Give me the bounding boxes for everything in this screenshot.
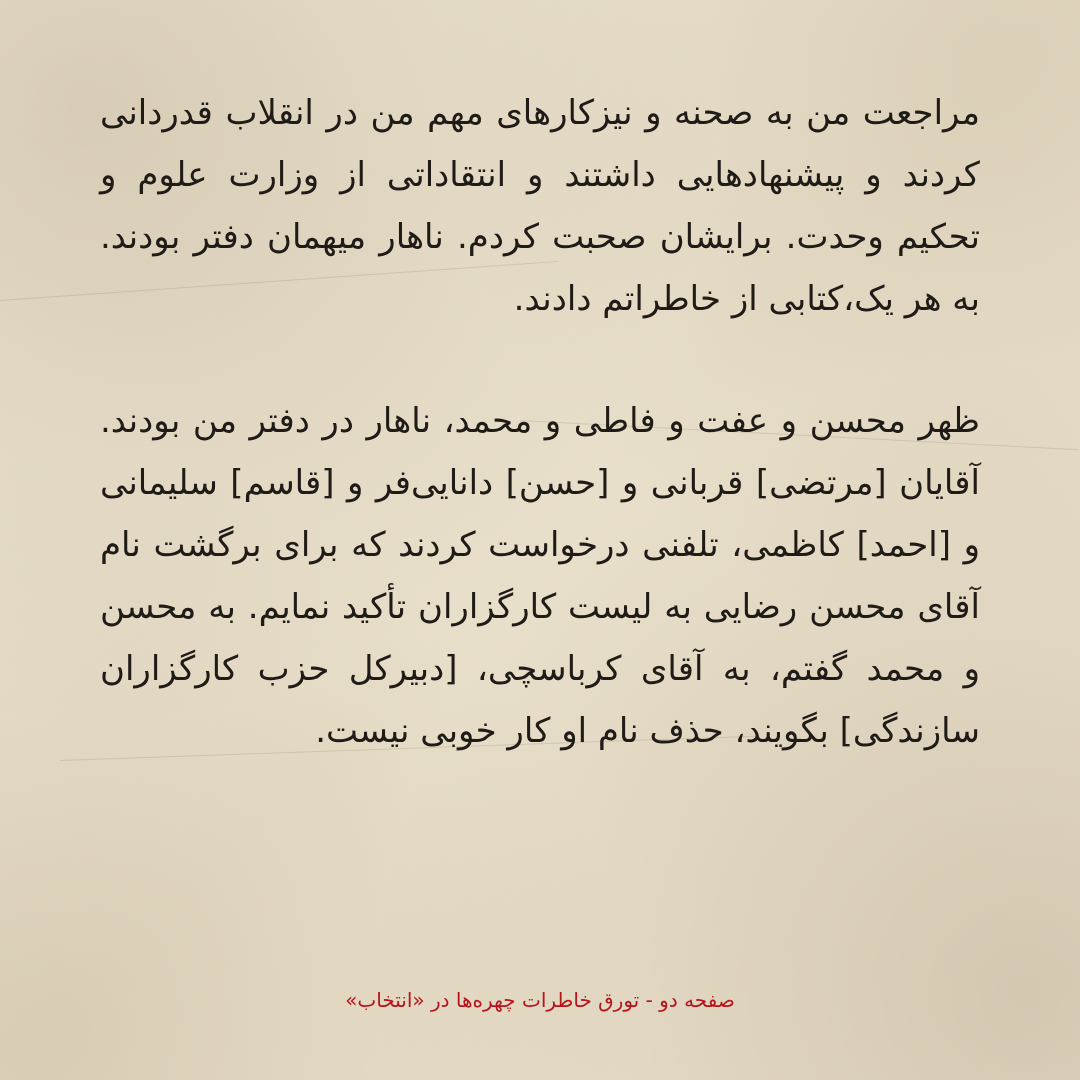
memoir-paragraph-second: ظهر محسن و عفت و فاطی و محمد، ناهار در دفتر من بودند. آقایان [مرتضی] قربانی و [حسن] دانایی‌فر و [قاسم] سلیمانی و [احمد] کاظمی، تلفنی درخواست کردند که برای برگشت نام آقای محسن رضایی به لیست کارگزاران تأکید نمایم. به محسن و محمد گفتم، به آقای کرباسچی، [دبیرکل حزب کارگزاران سازندگی] بگویند، حذف نام او کار خوبی نیست. xyxy=(100,401,980,751)
memoir-page xyxy=(100,82,980,982)
footer-caption: صفحه دو - تورق خاطرات چهره‌ها در «انتخاب» xyxy=(345,988,735,1012)
memoir-paragraph-first: مراجعت من به صحنه و نیزکارهای مهم من در انقلاب قدردانی کردند و پیشنهادهایی داشتند و انتقاداتی از وزارت علوم و تحکیم وحدت. برایشان صحبت کردم. ناهار میهمان دفتر بودند. به هر یک،کتابی از خاطراتم دادند. xyxy=(100,93,980,319)
